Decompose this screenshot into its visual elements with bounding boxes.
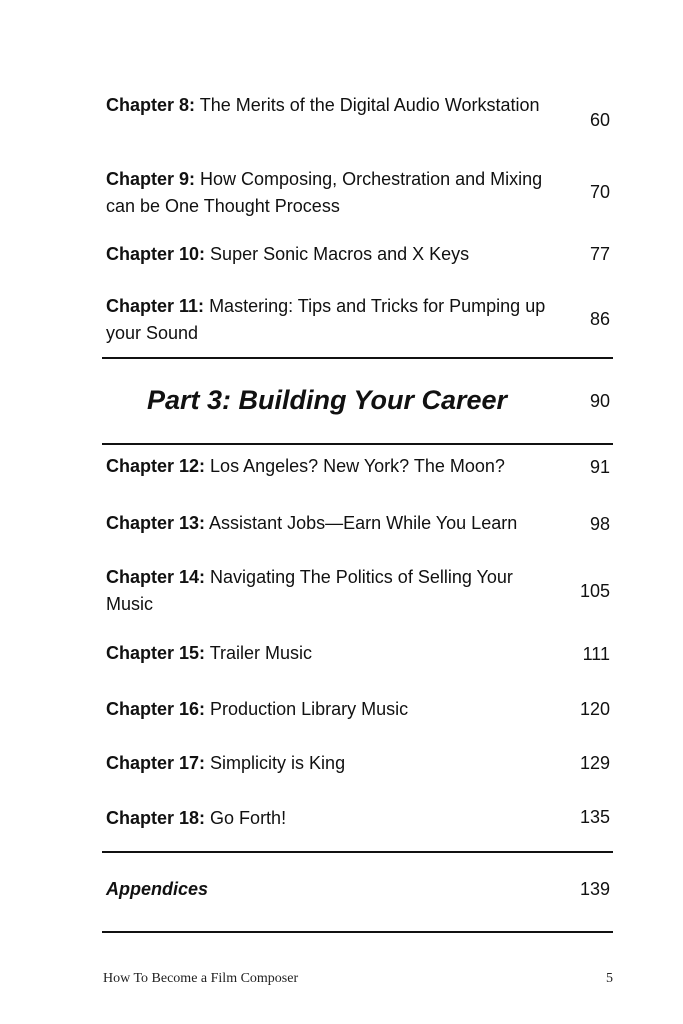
toc-entry-title	[106, 696, 551, 723]
toc-entry-title	[106, 510, 576, 537]
toc-entry-title	[106, 640, 551, 667]
chapter-title: How Composing, Orchestration and Mixing can be One Thought Process	[106, 169, 543, 216]
toc-entry-title	[106, 166, 551, 220]
toc-entry-title	[106, 241, 551, 268]
page-number: 105	[579, 581, 610, 601]
footer-page-number: 5	[606, 971, 613, 986]
chapter-label: Chapter 8:	[106, 95, 196, 115]
page-number: 86	[589, 309, 610, 329]
page-number: 111	[582, 644, 610, 664]
page-number: 135	[579, 807, 610, 827]
toc-entry-title	[106, 92, 551, 119]
page-number: 77	[589, 244, 610, 264]
section-divider	[102, 443, 613, 445]
chapter-label: Chapter 12:	[106, 456, 206, 476]
chapter-title: Trailer Music	[209, 643, 313, 663]
page-number: 70	[589, 182, 610, 202]
chapter-label: Chapter 13:	[106, 513, 206, 533]
chapter-label: Chapter 17:	[106, 753, 206, 773]
toc-entry-title	[106, 453, 551, 480]
chapter-label: Chapter 18:	[106, 808, 206, 828]
chapter-label: Chapter 9:	[106, 169, 196, 189]
chapter-title: Los Angeles? New York? The Moon?	[210, 456, 505, 476]
toc-entry-title	[106, 805, 551, 832]
page-number: 129	[579, 753, 610, 773]
chapter-title: Super Sonic Macros and X Keys	[210, 244, 470, 264]
chapter-label: Chapter 11:	[106, 296, 205, 316]
part-page-number: 90	[589, 391, 610, 411]
chapter-label: Chapter 16:	[106, 699, 206, 719]
chapter-title: Production Library Music	[210, 699, 409, 719]
appendices-page-number: 139	[579, 879, 610, 899]
chapter-title: Navigating The Politics of Selling Your Music	[106, 567, 513, 614]
chapter-label: Chapter 10:	[106, 244, 206, 264]
chapter-title: Mastering: Tips and Tricks for Pumping up your Sound	[106, 296, 546, 343]
chapter-label: Chapter 15:	[106, 643, 206, 663]
part-title[interactable]: Part 3: Building Your Career	[146, 385, 508, 415]
toc-entry-title	[106, 750, 551, 777]
page-number: 120	[579, 699, 610, 719]
chapter-title: The Merits of the Digital Audio Workstation	[199, 95, 540, 115]
page-number: 98	[589, 514, 610, 534]
section-divider	[102, 851, 613, 853]
chapter-title: Go Forth!	[210, 808, 287, 828]
appendices-title[interactable]: Appendices	[106, 879, 209, 899]
footer-book-title: How To Become a Film Composer	[103, 971, 299, 986]
section-divider	[102, 357, 613, 359]
page-number: 91	[589, 457, 610, 477]
section-divider	[102, 931, 613, 933]
chapter-label: Chapter 14:	[106, 567, 206, 587]
chapter-title: Assistant Jobs—Earn While You Learn	[209, 513, 518, 533]
chapter-title: Simplicity is King	[210, 753, 346, 773]
toc-entry-title	[106, 564, 551, 618]
page-number: 60	[589, 110, 610, 130]
toc-entry-title	[106, 293, 551, 347]
